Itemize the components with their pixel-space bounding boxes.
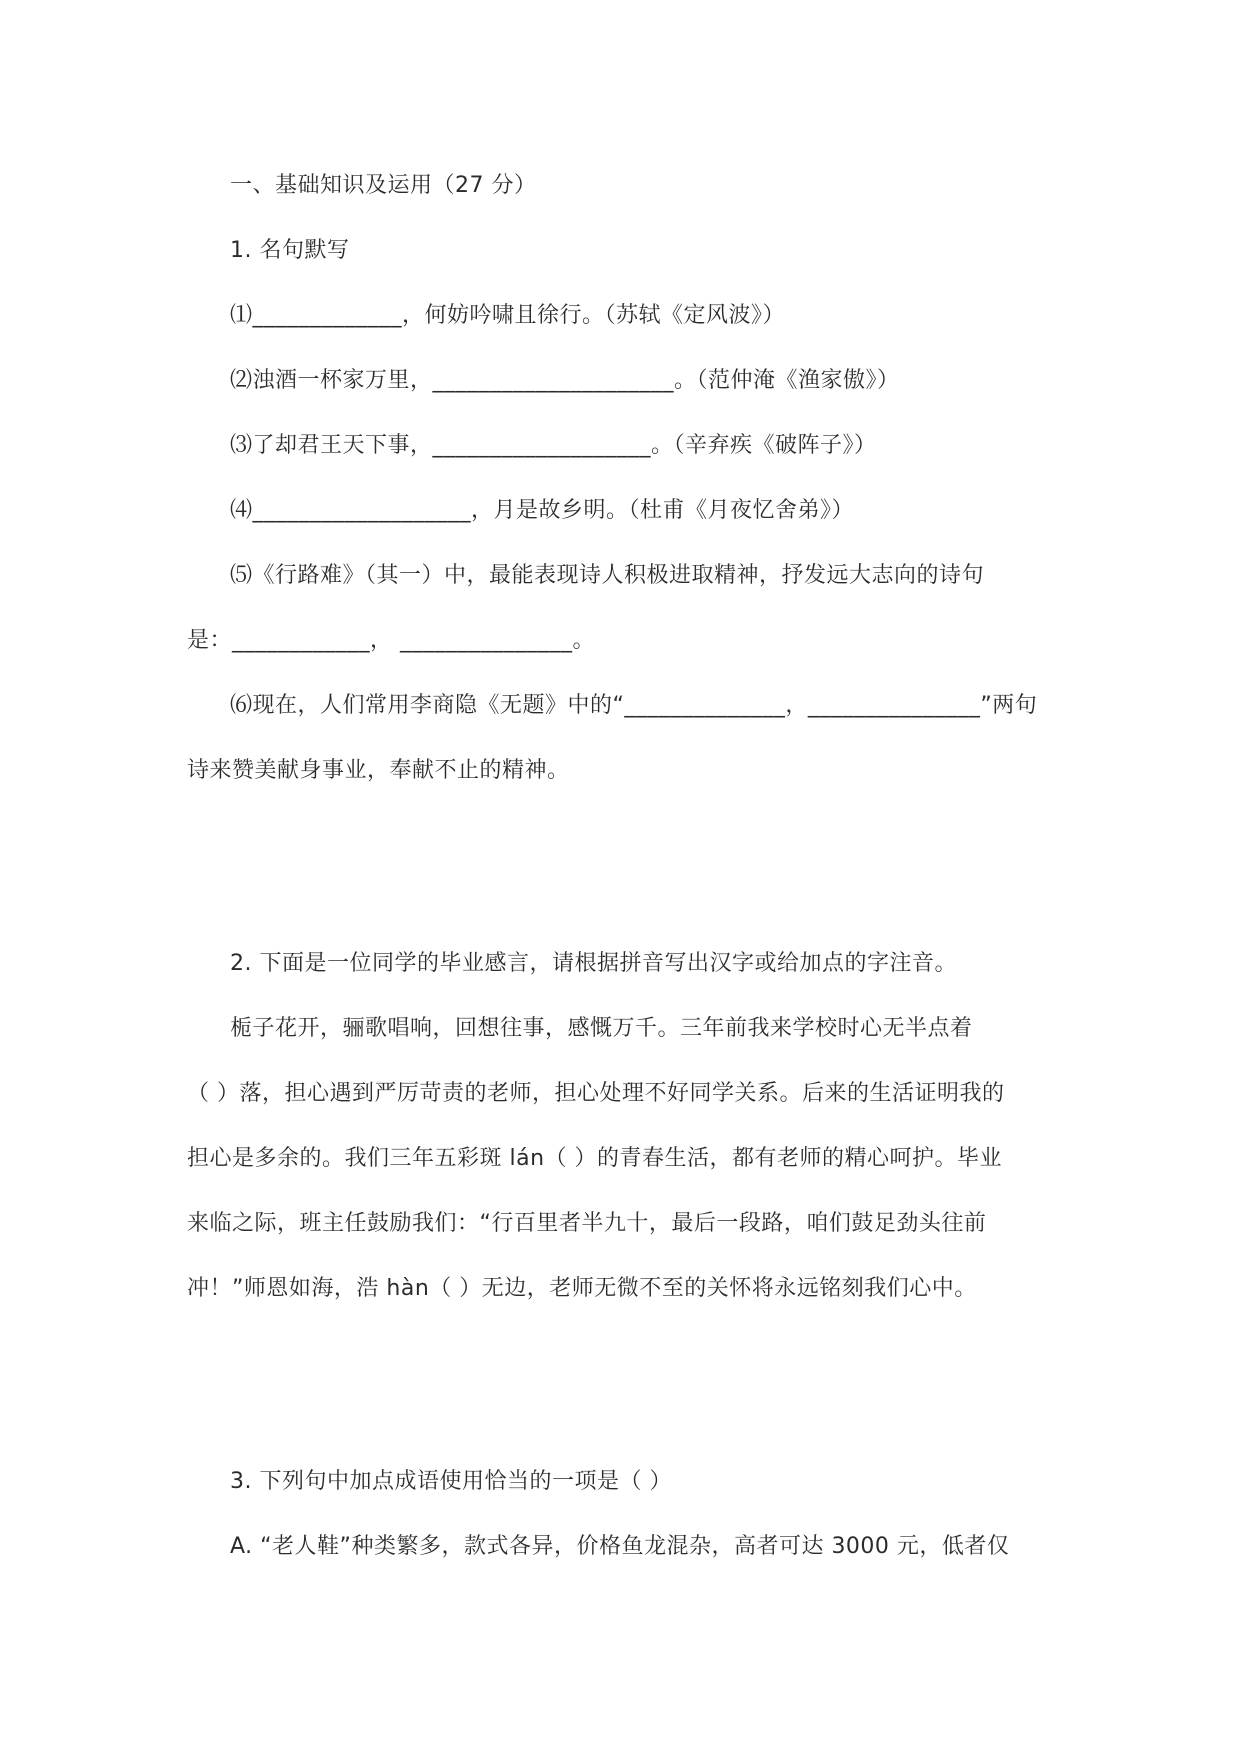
q2-paragraph-line-1: 栀子花开，骊歌唱响，回想往事，感慨万千。三年前我来学校时心无半点着 — [230, 1016, 973, 1041]
q1-item-5-line-1: ⑸《行路难》（其一）中，最能表现诗人积极进取精神，抒发远大志向的诗句 — [230, 563, 985, 588]
q1-item-5-line-2: 是：____________， _______________。 — [187, 628, 595, 653]
q1-item-4: ⑷___________________，月是故乡明。（杜甫《月夜忆舍弟》） — [230, 498, 855, 523]
q1-item-2: ⑵浊酒一杯家万里，_____________________。（范仲淹《渔家傲》） — [230, 368, 900, 393]
q1-item-3: ⑶了却君王天下事，___________________。（辛弃疾《破阵子》） — [230, 433, 877, 458]
q3-option-a: A. “老人鞋”种类繁多，款式各异，价格鱼龙混杂，高者可达 3000 元，低者仅 — [230, 1534, 1010, 1559]
section-title: 一、基础知识及运用（27 分） — [230, 173, 537, 198]
question-2-heading: 2. 下面是一位同学的毕业感言，请根据拼音写出汉字或给加点的字注音。 — [230, 951, 957, 976]
q1-item-6-line-2: 诗来赞美献身事业，奉献不止的精神。 — [187, 758, 570, 783]
q2-paragraph-line-2: （ ）落，担心遇到严厉苛责的老师，担心处理不好同学关系。后来的生活证明我的 — [187, 1081, 1005, 1106]
q1-item-1: ⑴_____________，何妨吟啸且徐行。（苏轼《定风波》） — [230, 303, 786, 328]
q1-item-6-line-1: ⑹现在，人们常用李商隐《无题》中的“______________，_______________”两句 — [230, 693, 1038, 718]
question-3-heading: 3. 下列句中加点成语使用恰当的一项是（ ） — [230, 1469, 672, 1494]
q2-paragraph-line-4: 来临之际，班主任鼓励我们：“行百里者半九十，最后一段路，咱们鼓足劲头往前 — [187, 1211, 987, 1236]
q2-paragraph-line-3: 担心是多余的。我们三年五彩斑 lán（ ）的青春生活，都有老师的精心呵护。毕业 — [187, 1146, 1003, 1171]
question-1-heading: 1. 名句默写 — [230, 238, 350, 263]
q2-paragraph-line-5: 冲！”师恩如海，浩 hàn（ ）无边，老师无微不至的关怀将永远铭刻我们心中。 — [187, 1276, 977, 1301]
